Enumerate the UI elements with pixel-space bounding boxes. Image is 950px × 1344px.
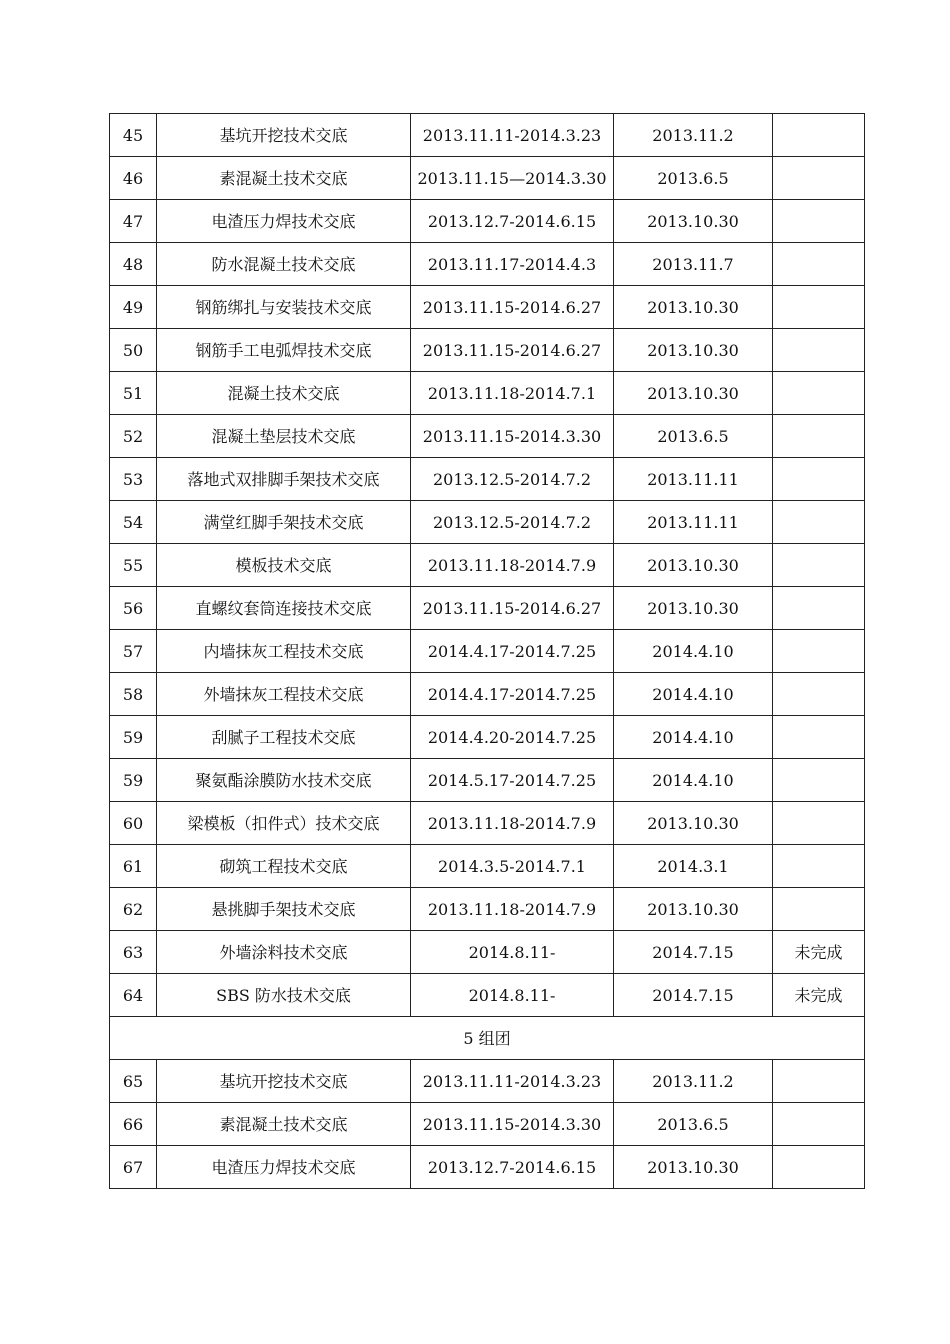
cell-remark: 未完成 — [773, 931, 865, 974]
cell-disclosure-date: 2014.4.10 — [614, 630, 773, 673]
cell-remark — [773, 329, 865, 372]
cell-remark — [773, 845, 865, 888]
cell-remark — [773, 587, 865, 630]
cell-row-number: 47 — [110, 200, 157, 243]
table-row — [110, 845, 865, 888]
cell-row-number: 57 — [110, 630, 157, 673]
cell-disclosure-date: 2013.6.5 — [614, 1103, 773, 1146]
cell-row-number: 59 — [110, 759, 157, 802]
cell-remark — [773, 630, 865, 673]
cell-item-name: 梁模板（扣件式）技术交底 — [157, 802, 411, 845]
cell-disclosure-date: 2014.4.10 — [614, 759, 773, 802]
cell-item-name: 钢筋绑扎与安装技术交底 — [157, 286, 411, 329]
cell-item-name: 落地式双排脚手架技术交底 — [157, 458, 411, 501]
cell-item-name: 聚氨酯涂膜防水技术交底 — [157, 759, 411, 802]
cell-disclosure-date: 2013.10.30 — [614, 544, 773, 587]
cell-item-name: 内墙抹灰工程技术交底 — [157, 630, 411, 673]
cell-row-number: 50 — [110, 329, 157, 372]
table-row — [110, 415, 865, 458]
table-row — [110, 759, 865, 802]
cell-row-number: 55 — [110, 544, 157, 587]
cell-remark — [773, 114, 865, 157]
cell-work-period: 2013.11.11-2014.3.23 — [411, 1060, 614, 1103]
cell-item-name: 混凝土技术交底 — [157, 372, 411, 415]
table-row — [110, 630, 865, 673]
cell-work-period: 2013.11.15-2014.3.30 — [411, 415, 614, 458]
cell-disclosure-date: 2014.4.10 — [614, 716, 773, 759]
cell-row-number: 63 — [110, 931, 157, 974]
cell-disclosure-date: 2013.10.30 — [614, 329, 773, 372]
cell-row-number: 49 — [110, 286, 157, 329]
cell-work-period: 2013.11.18-2014.7.9 — [411, 802, 614, 845]
cell-disclosure-date: 2013.11.2 — [614, 114, 773, 157]
cell-row-number: 52 — [110, 415, 157, 458]
cell-remark — [773, 673, 865, 716]
cell-row-number: 64 — [110, 974, 157, 1017]
cell-item-name: 素混凝土技术交底 — [157, 157, 411, 200]
cell-item-name: 刮腻子工程技术交底 — [157, 716, 411, 759]
cell-disclosure-date: 2013.11.7 — [614, 243, 773, 286]
cell-row-number: 48 — [110, 243, 157, 286]
cell-work-period: 2013.11.11-2014.3.23 — [411, 114, 614, 157]
cell-disclosure-date: 2013.6.5 — [614, 415, 773, 458]
table-row — [110, 587, 865, 630]
table-row — [110, 974, 865, 1017]
cell-work-period: 2014.8.11- — [411, 974, 614, 1017]
cell-item-name: 钢筋手工电弧焊技术交底 — [157, 329, 411, 372]
cell-item-name: 满堂红脚手架技术交底 — [157, 501, 411, 544]
cell-remark — [773, 243, 865, 286]
cell-remark — [773, 802, 865, 845]
cell-disclosure-date: 2013.10.30 — [614, 587, 773, 630]
cell-work-period: 2013.11.15-2014.6.27 — [411, 286, 614, 329]
cell-remark — [773, 372, 865, 415]
cell-work-period: 2014.5.17-2014.7.25 — [411, 759, 614, 802]
table-row — [110, 458, 865, 501]
cell-item-name: 基坑开挖技术交底 — [157, 114, 411, 157]
cell-remark — [773, 544, 865, 587]
cell-work-period: 2013.11.18-2014.7.9 — [411, 888, 614, 931]
cell-work-period: 2013.11.15-2014.6.27 — [411, 329, 614, 372]
cell-item-name: 电渣压力焊技术交底 — [157, 200, 411, 243]
cell-remark — [773, 716, 865, 759]
cell-row-number: 53 — [110, 458, 157, 501]
cell-disclosure-date: 2013.10.30 — [614, 200, 773, 243]
cell-work-period: 2013.12.7-2014.6.15 — [411, 200, 614, 243]
cell-remark — [773, 501, 865, 544]
cell-item-name: 悬挑脚手架技术交底 — [157, 888, 411, 931]
cell-work-period: 2014.3.5-2014.7.1 — [411, 845, 614, 888]
cell-item-name: 直螺纹套筒连接技术交底 — [157, 587, 411, 630]
cell-work-period: 2013.11.15-2014.3.30 — [411, 1103, 614, 1146]
cell-row-number: 62 — [110, 888, 157, 931]
cell-work-period: 2014.8.11- — [411, 931, 614, 974]
table-row — [110, 243, 865, 286]
cell-disclosure-date: 2013.11.2 — [614, 1060, 773, 1103]
table-row — [110, 1060, 865, 1103]
disclosure-table — [109, 113, 865, 1189]
cell-remark — [773, 759, 865, 802]
cell-row-number: 59 — [110, 716, 157, 759]
cell-item-name: 电渣压力焊技术交底 — [157, 1146, 411, 1189]
cell-remark — [773, 458, 865, 501]
cell-item-name: 素混凝土技术交底 — [157, 1103, 411, 1146]
cell-remark — [773, 200, 865, 243]
table-row — [110, 329, 865, 372]
table-row — [110, 286, 865, 329]
cell-item-name: 混凝土垫层技术交底 — [157, 415, 411, 458]
cell-item-name: 防水混凝土技术交底 — [157, 243, 411, 286]
table-row — [110, 888, 865, 931]
cell-work-period: 2013.12.5-2014.7.2 — [411, 458, 614, 501]
table-row — [110, 114, 865, 157]
cell-item-name: 外墙涂料技术交底 — [157, 931, 411, 974]
cell-row-number: 46 — [110, 157, 157, 200]
table-row — [110, 372, 865, 415]
cell-work-period: 2013.12.7-2014.6.15 — [411, 1146, 614, 1189]
cell-disclosure-date: 2014.7.15 — [614, 974, 773, 1017]
cell-item-name: SBS 防水技术交底 — [157, 974, 411, 1017]
table-row — [110, 716, 865, 759]
cell-remark — [773, 157, 865, 200]
cell-work-period: 2013.11.18-2014.7.1 — [411, 372, 614, 415]
table-row — [110, 931, 865, 974]
table-row — [110, 1103, 865, 1146]
table-row — [110, 157, 865, 200]
cell-work-period: 2014.4.20-2014.7.25 — [411, 716, 614, 759]
cell-disclosure-date: 2014.7.15 — [614, 931, 773, 974]
cell-remark — [773, 1146, 865, 1189]
cell-row-number: 66 — [110, 1103, 157, 1146]
cell-row-number: 45 — [110, 114, 157, 157]
cell-disclosure-date: 2013.10.30 — [614, 286, 773, 329]
cell-disclosure-date: 2013.10.30 — [614, 1146, 773, 1189]
cell-disclosure-date: 2014.4.10 — [614, 673, 773, 716]
cell-work-period: 2013.12.5-2014.7.2 — [411, 501, 614, 544]
group-title: 5 组团 — [110, 1017, 865, 1060]
cell-item-name: 砌筑工程技术交底 — [157, 845, 411, 888]
cell-work-period: 2013.11.18-2014.7.9 — [411, 544, 614, 587]
cell-disclosure-date: 2013.11.11 — [614, 501, 773, 544]
cell-disclosure-date: 2013.10.30 — [614, 372, 773, 415]
cell-row-number: 54 — [110, 501, 157, 544]
table-row — [110, 673, 865, 716]
cell-disclosure-date: 2013.11.11 — [614, 458, 773, 501]
cell-disclosure-date: 2013.6.5 — [614, 157, 773, 200]
cell-remark: 未完成 — [773, 974, 865, 1017]
cell-item-name: 模板技术交底 — [157, 544, 411, 587]
cell-remark — [773, 888, 865, 931]
cell-item-name: 基坑开挖技术交底 — [157, 1060, 411, 1103]
table-row — [110, 1146, 865, 1189]
cell-remark — [773, 286, 865, 329]
cell-disclosure-date: 2013.10.30 — [614, 802, 773, 845]
cell-remark — [773, 415, 865, 458]
cell-remark — [773, 1103, 865, 1146]
cell-row-number: 56 — [110, 587, 157, 630]
cell-work-period: 2013.11.15-2014.6.27 — [411, 587, 614, 630]
cell-row-number: 60 — [110, 802, 157, 845]
group-header-row — [110, 1017, 865, 1060]
cell-work-period: 2013.11.17-2014.4.3 — [411, 243, 614, 286]
cell-work-period: 2014.4.17-2014.7.25 — [411, 673, 614, 716]
cell-disclosure-date: 2014.3.1 — [614, 845, 773, 888]
cell-remark — [773, 1060, 865, 1103]
cell-work-period: 2013.11.15—2014.3.30 — [411, 157, 614, 200]
cell-row-number: 67 — [110, 1146, 157, 1189]
cell-row-number: 61 — [110, 845, 157, 888]
cell-row-number: 65 — [110, 1060, 157, 1103]
cell-item-name: 外墙抹灰工程技术交底 — [157, 673, 411, 716]
cell-disclosure-date: 2013.10.30 — [614, 888, 773, 931]
table-row — [110, 544, 865, 587]
table-row — [110, 802, 865, 845]
cell-row-number: 58 — [110, 673, 157, 716]
cell-work-period: 2014.4.17-2014.7.25 — [411, 630, 614, 673]
table-row — [110, 501, 865, 544]
table-body — [110, 114, 865, 1189]
table-row — [110, 200, 865, 243]
cell-row-number: 51 — [110, 372, 157, 415]
